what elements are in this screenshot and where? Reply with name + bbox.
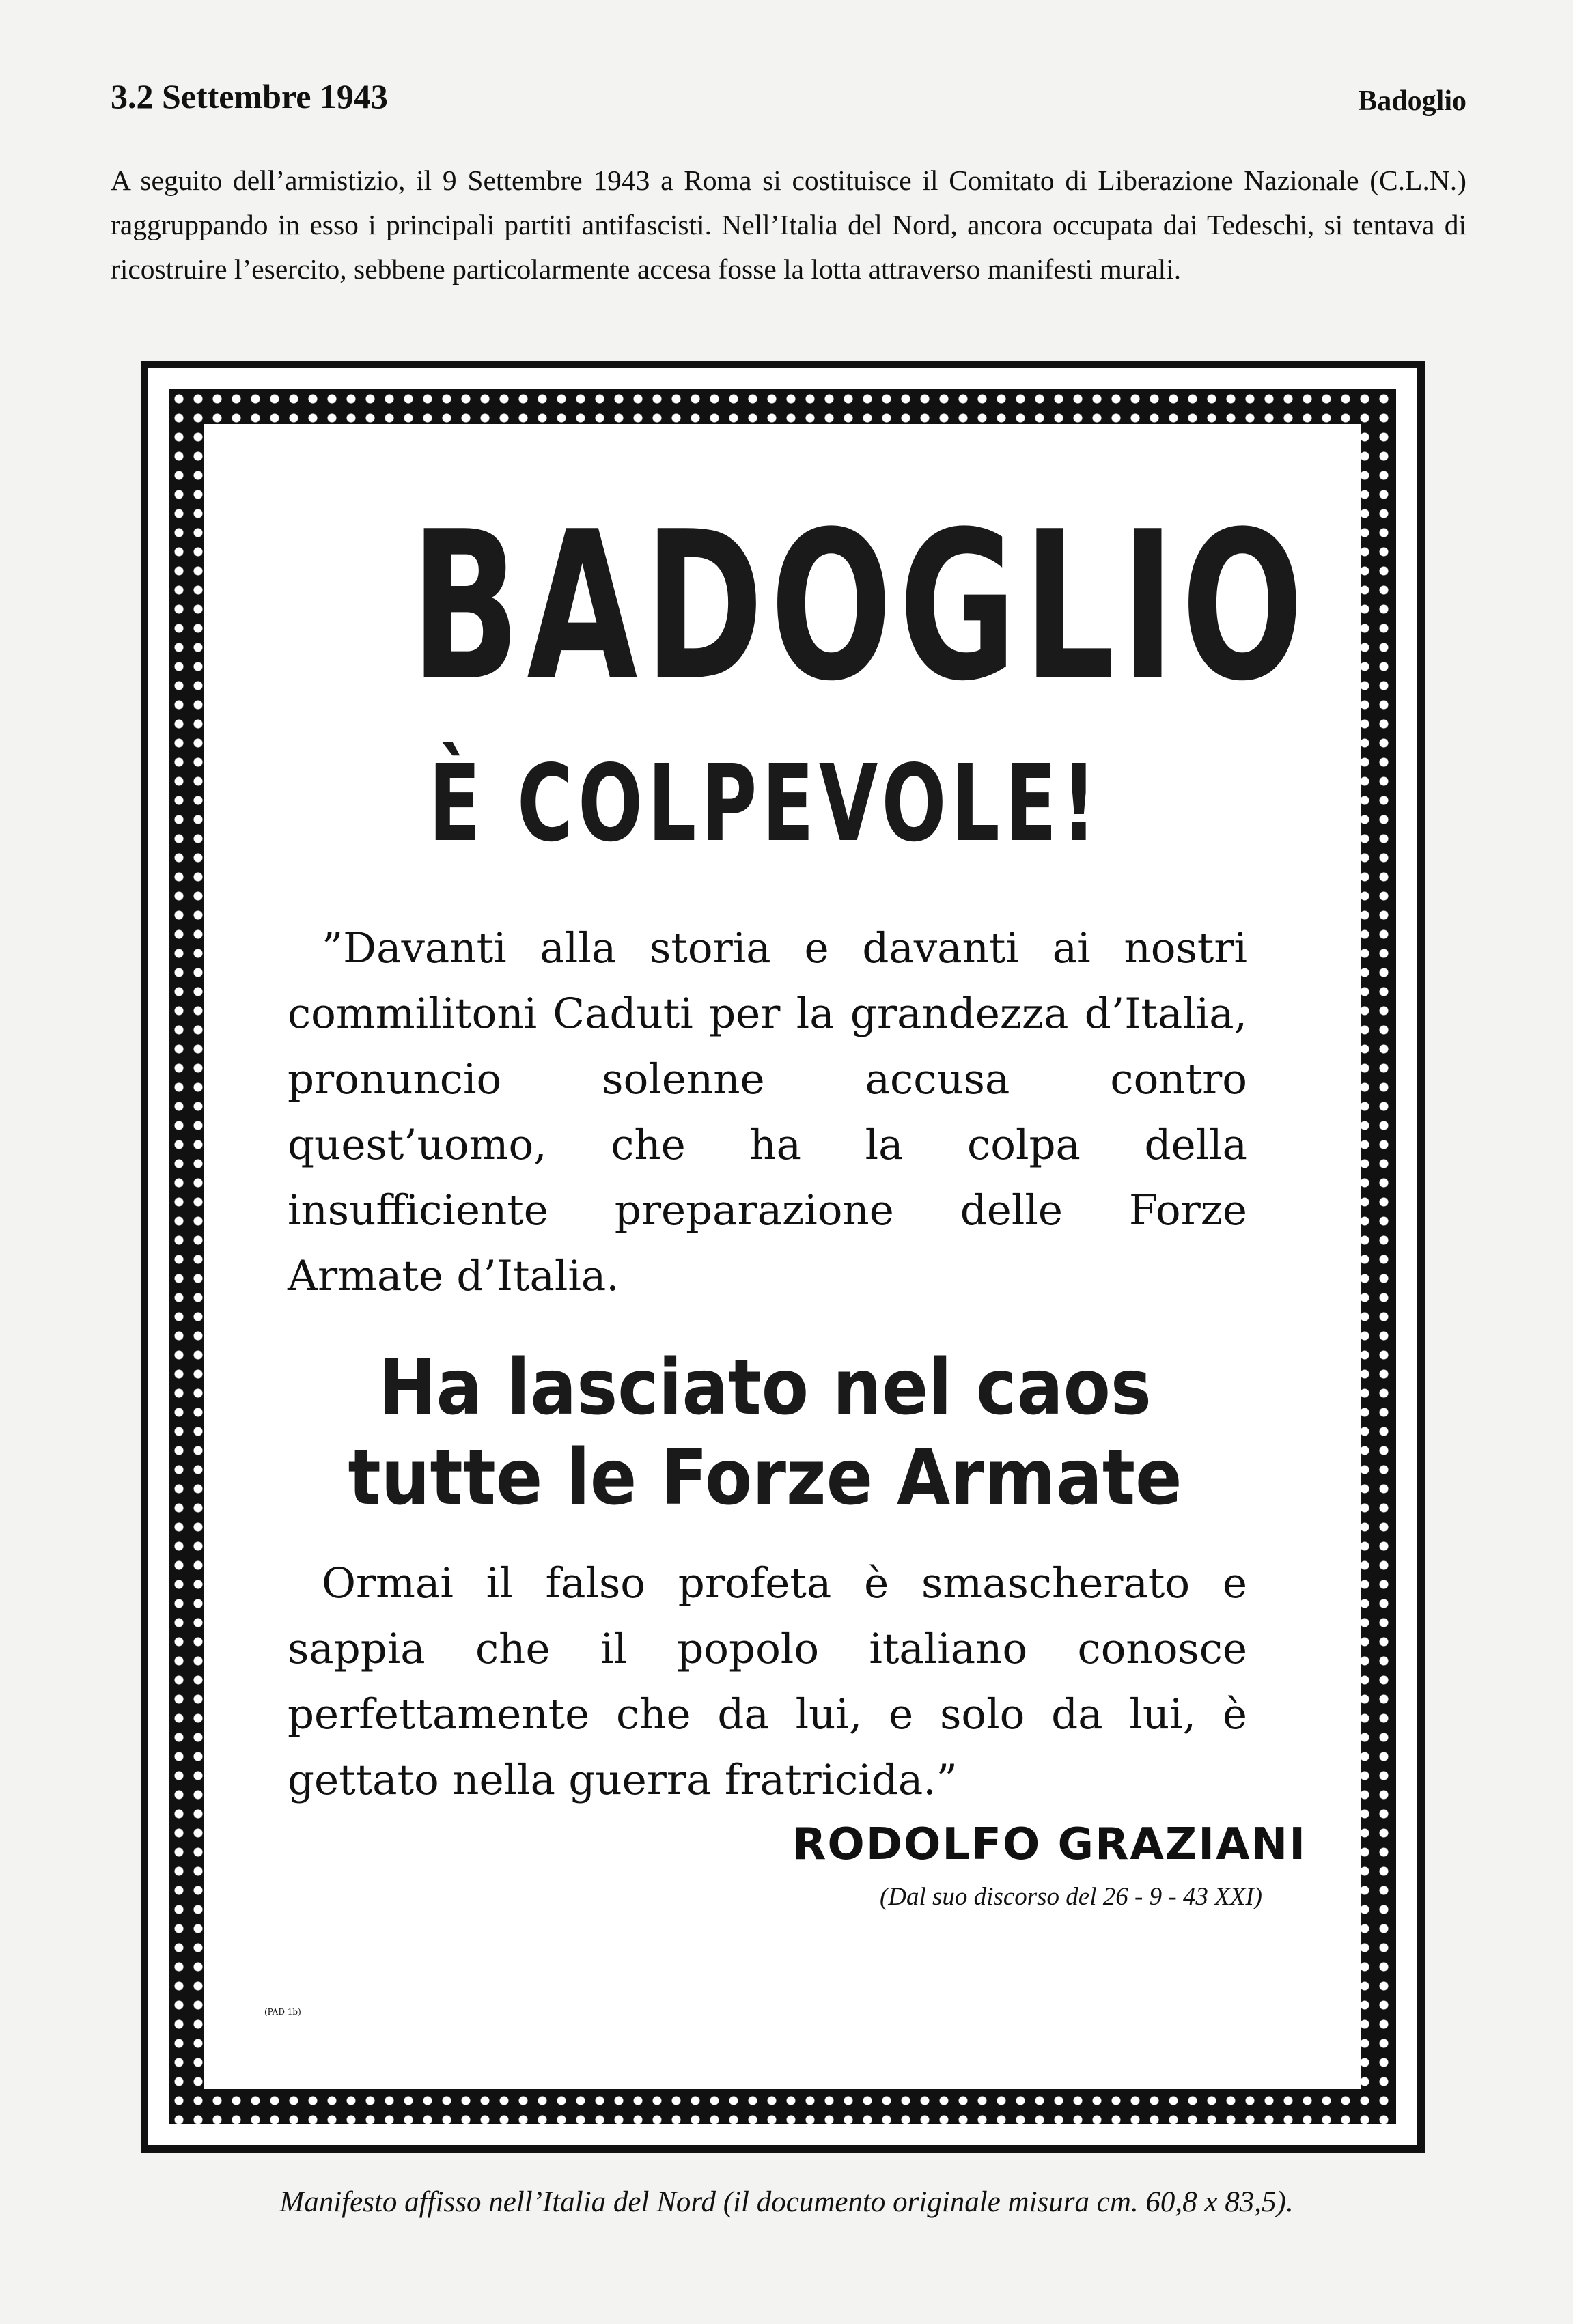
poster-source-note: (Dal suo discorso del 26 - 9 - 43 XXI) (879, 1883, 1262, 1911)
intro-paragraph: A seguito dell’armistizio, il 9 Settembre 1943 a Roma si costituisce il Comitato di Liberazione Nazionale (C.L.N.) raggruppando in esso i principali partiti antifascisti. Nell’Italia del Nord, ancora occupata dai Tedeschi, si tentava di ricostruire l’esercito, sebbene particolarmente accesa fosse la lotta attraverso manifesti murali. (111, 165, 1466, 285)
poster-subtitle: È COLPEVOLE! (428, 742, 1102, 865)
poster-body (204, 424, 1361, 2089)
section-heading: 3.2 Settembre 1943 (111, 77, 388, 115)
poster-headline (309, 1343, 1221, 1523)
topic-heading: Badoglio (1358, 85, 1466, 117)
poster-printer-mark: (PAD 1b) (264, 2007, 301, 2017)
poster-title: BADOGLIO (410, 488, 1310, 726)
poster-headline-line-1: Ha lasciato nel caos (378, 1343, 1152, 1432)
poster-quote-second: Ormai il falso profeta è smascherato e sappia che il popolo italiano conosce perfettamente che da lui, e solo da lui, è gettato nella guerra fratricida.” (288, 1559, 1247, 1804)
poster (141, 361, 1425, 2153)
figure-caption: Manifesto affisso nell’Italia del Nord (il documento originale misura cm. 60,8 x 83,5). (279, 2186, 1294, 2218)
poster-signature: RODOLFO GRAZIANI (792, 1819, 1307, 1870)
poster-headline-line-2: tutte le Forze Armate (348, 1433, 1182, 1522)
poster-quote-first: ”Davanti alla storia e davanti ai nostri commilitoni Caduti per la grandezza d’Italia, pronuncio solenne accusa contro quest’uomo, che ha la colpa della insufficiente preparazione delle Forze Armate d’Italia. (288, 924, 1247, 1300)
